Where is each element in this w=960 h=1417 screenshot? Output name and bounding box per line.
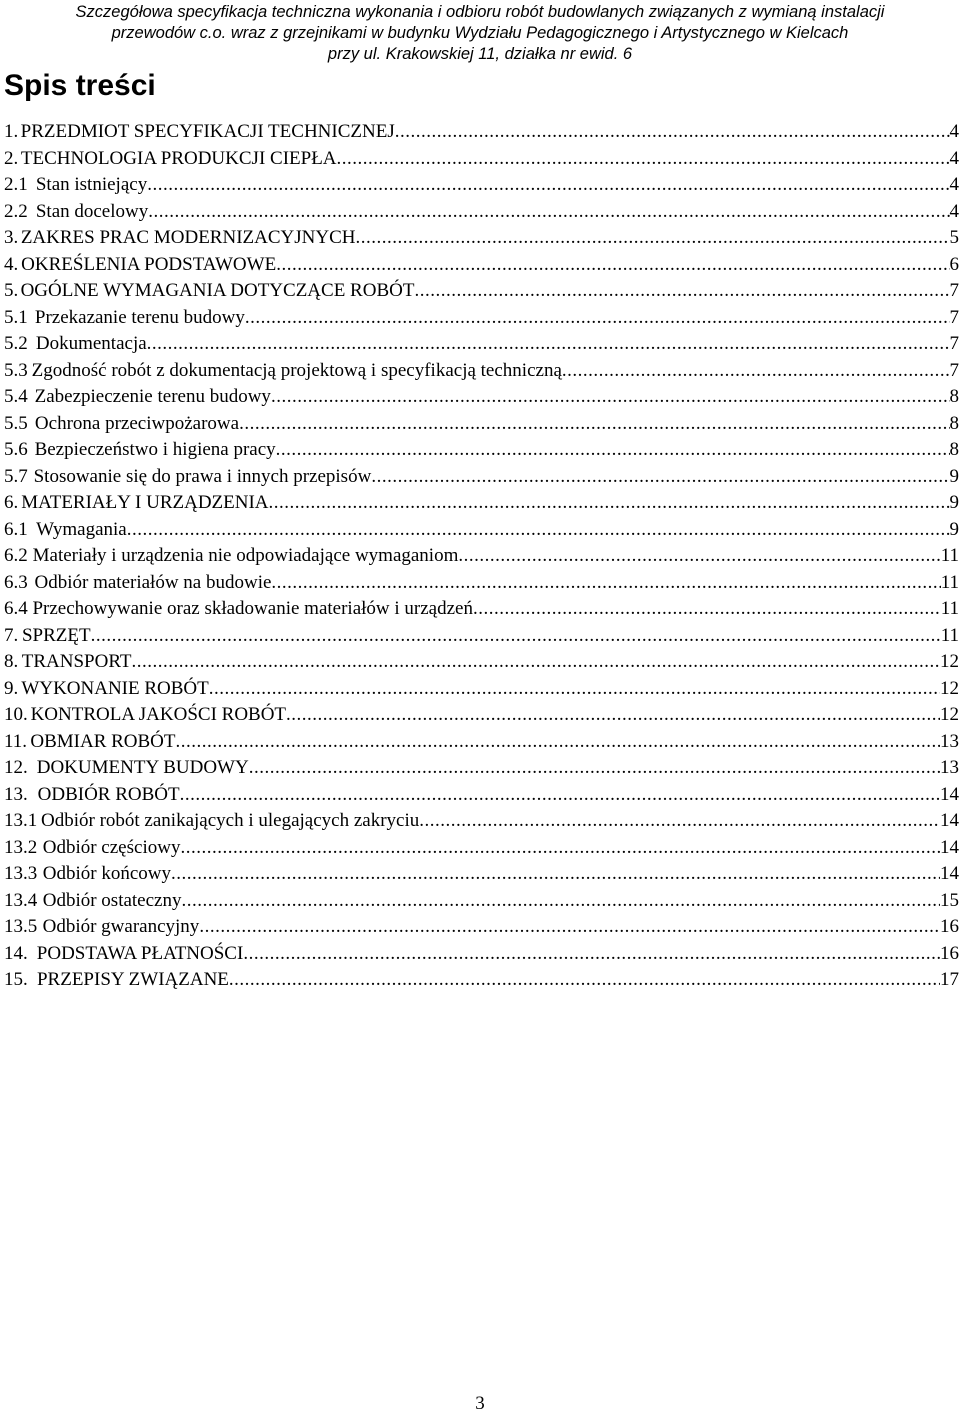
toc-entry[interactable] [4,861,959,888]
toc-entry-label: TECHNOLOGIA PRODUKCJI CIEPŁA [20,147,337,169]
toc-entry-leader [395,119,950,146]
table-of-contents [4,119,959,994]
toc-entry-leader [181,888,940,915]
toc-entry-leader [243,941,940,968]
header-line-3: przy ul. Krakowskiej 11, działka nr ewid. 6 [327,45,633,63]
toc-entry-label: Dokumentacja [35,333,147,354]
header-line-1: Szczegółowa specyfikacja techniczna wykonania i odbioru robót budowlanych związanych z wymianą instalacji [75,3,885,21]
toc-entry-label: Stan docelowy [35,200,149,222]
toc-entry-number: 5.5 [4,412,28,434]
toc-entry-label: Bezpieczeństwo i higiena pracy [34,439,276,460]
toc-entry-label: WYKONANIE ROBÓT [21,677,209,699]
toc-entry-leader [176,729,940,756]
toc-entry-number: 13.5 [4,916,38,937]
toc-entry-label: ZAKRES PRAC MODERNIZACYJNYCH [20,227,356,248]
toc-entry[interactable] [4,146,959,173]
toc-entry-leader [131,649,940,676]
toc-entry-page: 8 [949,439,959,460]
page-number: 3 [475,1393,485,1414]
toc-entry-number: 13.4 [4,889,38,911]
toc-entry-leader [419,808,940,835]
toc-entry-label: Zabezpieczenie terenu budowy [34,386,271,407]
toc-entry-label: Odbiór robót zanikających i ulegających zakryciu [41,810,420,831]
toc-entry-leader [209,676,940,703]
toc-entry-page: 9 [949,492,959,513]
toc-entry-page: 11 [940,545,959,566]
toc-entry-number: 11. [4,730,28,752]
toc-entry-label: DOKUMENTY BUDOWY [36,757,249,778]
toc-entry-page: 14 [940,836,959,858]
toc-entry-number: 13.3 [4,863,38,884]
toc-entry-leader [414,278,949,305]
toc-entry[interactable] [4,278,959,305]
toc-entry-page: 17 [940,969,959,990]
toc-entry-leader [180,782,940,809]
toc-entry[interactable] [4,305,959,332]
toc-entry-leader [127,517,950,544]
toc-entry[interactable] [4,676,959,703]
toc-entry[interactable] [4,411,959,438]
toc-entry-label: PODSTAWA PŁATNOŚCI [36,942,244,964]
toc-entry-page: 4 [949,121,959,142]
toc-entry-number: 14. [4,942,28,964]
toc-entry[interactable] [4,570,959,597]
page-title: Spis treści [4,69,156,102]
toc-entry-number: 15. [4,969,28,990]
toc-entry-leader [148,199,949,226]
toc-entry-page: 11 [940,624,959,646]
toc-entry-label: Przechowywanie oraz składowanie materiałów i urządzeń [32,598,473,619]
toc-entry[interactable] [4,888,959,915]
toc-entry-number: 5.1 [4,306,28,328]
toc-entry-page: 4 [949,200,959,222]
toc-entry-number: 10. [4,704,28,725]
toc-entry-page: 7 [949,359,959,381]
toc-entry-leader [147,172,949,199]
toc-entry-page: 12 [940,651,959,672]
toc-entry-label: MATERIAŁY I URZĄDZENIA [21,492,269,513]
toc-entry-number: 8. [4,651,19,672]
toc-entry[interactable] [4,517,959,544]
header-line-2: przewodów c.o. wraz z grzejnikami w budynku Wydziału Pedagogicznego i Artystycznego w Kielcach [111,24,849,42]
toc-entry-leader [245,305,950,332]
toc-entry-label: Odbiór materiałów na budowie [34,571,272,593]
toc-entry-number: 5.4 [4,386,28,407]
toc-entry-leader [249,755,940,782]
toc-entry-page: 8 [949,412,959,434]
toc-entry-leader [180,835,940,862]
toc-entry-page: 12 [940,677,959,699]
toc-entry-page: 7 [949,306,959,328]
toc-entry-leader [337,146,950,173]
toc-entry-leader [269,490,950,517]
toc-entry-page: 14 [940,810,959,831]
toc-entry-leader [199,914,940,941]
toc-entry-leader [239,411,949,438]
toc-entry-leader [355,225,949,252]
toc-entry-number: 4. [4,253,19,275]
toc-entry-label: Stan istniejący [35,174,148,195]
toc-entry[interactable] [4,941,959,968]
toc-entry[interactable] [4,225,959,252]
toc-entry-page: 15 [940,889,959,911]
toc-entry-label: Materiały i urządzenia nie odpowiadające wymaganiom [32,545,459,566]
toc-entry[interactable] [4,358,959,385]
toc-entry-label: Odbiór częściowy [42,836,181,858]
toc-entry-number: 5.7 [4,465,28,487]
toc-entry-page: 5 [949,227,959,248]
toc-entry-page: 9 [949,465,959,487]
toc-entry-page: 13 [940,757,959,778]
toc-entry-label: KONTROLA JAKOŚCI ROBÓT [30,704,287,725]
toc-entry[interactable] [4,252,959,279]
toc-entry-leader [562,358,950,385]
toc-entry-page: 4 [949,147,959,169]
toc-entry-label: Odbiór ostateczny [42,889,182,911]
toc-entry-label: PRZEDMIOT SPECYFIKACJI TECHNICZNEJ [20,121,395,142]
toc-entry-page: 11 [940,571,959,593]
toc-entry-number: 2.1 [4,174,28,195]
running-header [0,2,960,65]
toc-entry-number: 5.3 [4,359,28,381]
toc-entry[interactable] [4,649,959,676]
toc-entry-page: 11 [940,598,959,619]
toc-entry-number: 6. [4,492,19,513]
toc-entry-page: 7 [949,280,959,301]
toc-entry-label: TRANSPORT [21,651,132,672]
toc-entry-leader [271,570,940,597]
toc-entry-label: Przekazanie terenu budowy [34,306,245,328]
toc-entry-page: 6 [949,253,959,275]
toc-entry-label: OGÓLNE WYMAGANIA DOTYCZĄCE ROBÓT [20,280,415,301]
toc-entry-number: 9. [4,677,19,699]
toc-entry-leader [147,331,950,358]
toc-entry-number: 7. [4,624,19,646]
toc-entry[interactable] [4,437,959,464]
toc-entry[interactable] [4,782,959,809]
toc-entry-number: 13. [4,783,28,805]
toc-entry-page: 14 [940,783,959,805]
toc-entry-number: 5.6 [4,439,28,460]
toc-entry-page: 9 [949,518,959,540]
toc-entry-number: 6.2 [4,545,28,566]
toc-entry[interactable] [4,119,959,146]
toc-entry-label: OKREŚLENIA PODSTAWOWE [21,253,277,275]
toc-entry-leader [458,543,940,570]
toc-entry-leader [286,702,940,729]
toc-entry-page: 12 [940,704,959,725]
toc-entry-number: 13.2 [4,836,38,858]
toc-entry-number: 12. [4,757,28,778]
toc-entry-number: 3. [4,227,19,248]
toc-entry[interactable] [4,914,959,941]
toc-entry-page: 16 [940,942,959,964]
toc-entry-label: PRZEPISY ZWIĄZANE [36,969,229,990]
toc-entry[interactable] [4,835,959,862]
toc-entry-number: 13.1 [4,810,38,831]
toc-entry-leader [276,437,950,464]
toc-entry-number: 6.1 [4,518,28,540]
toc-entry[interactable] [4,729,959,756]
toc-entry-leader [276,252,949,279]
toc-entry-number: 6.3 [4,571,28,593]
toc-entry-number: 1. [4,121,19,142]
toc-entry[interactable] [4,331,959,358]
toc-entry[interactable] [4,464,959,491]
toc-entry-page: 16 [940,916,959,937]
toc-entry-page: 13 [940,730,959,752]
toc-entry-leader [229,967,940,994]
toc-entry-label: ODBIÓR ROBÓT [37,783,180,805]
toc-entry-label: Wymagania [36,518,127,540]
toc-entry-leader [473,596,941,623]
toc-entry-label: OBMIAR ROBÓT [30,730,176,752]
toc-entry-label: Stosowanie się do prawa i innych przepisów [33,465,372,487]
toc-entry[interactable] [4,623,959,650]
toc-entry-page: 4 [949,174,959,195]
toc-entry[interactable] [4,755,959,782]
toc-entry-label: Odbiór końcowy [42,863,172,884]
toc-entry-number: 2.2 [4,200,28,222]
toc-entry-label: Ochrona przeciwpożarowa [34,412,240,434]
toc-entry[interactable] [4,543,959,570]
toc-entry-label: Zgodność robót z dokumentacją projektową i specyfikacją techniczną [31,359,562,381]
toc-entry-leader [171,861,940,888]
toc-entry-number: 5. [4,280,19,301]
toc-entry[interactable] [4,967,959,994]
toc-entry-page: 14 [940,863,959,884]
toc-entry[interactable] [4,384,959,411]
toc-entry[interactable] [4,702,959,729]
toc-entry[interactable] [4,172,959,199]
toc-entry-number: 5.2 [4,333,28,354]
toc-entry-number: 2. [4,147,19,169]
toc-entry[interactable] [4,596,959,623]
toc-entry-page: 8 [949,386,959,407]
toc-entry-label: Odbiór gwarancyjny [42,916,200,937]
toc-entry-label: SPRZĘT [21,624,91,646]
toc-entry[interactable] [4,490,959,517]
toc-entry-leader [271,384,950,411]
toc-entry-leader [371,464,949,491]
toc-entry-number: 6.4 [4,598,28,619]
toc-entry[interactable] [4,199,959,226]
toc-entry[interactable] [4,808,959,835]
toc-entry-leader [91,623,941,650]
toc-entry-page: 7 [949,333,959,354]
